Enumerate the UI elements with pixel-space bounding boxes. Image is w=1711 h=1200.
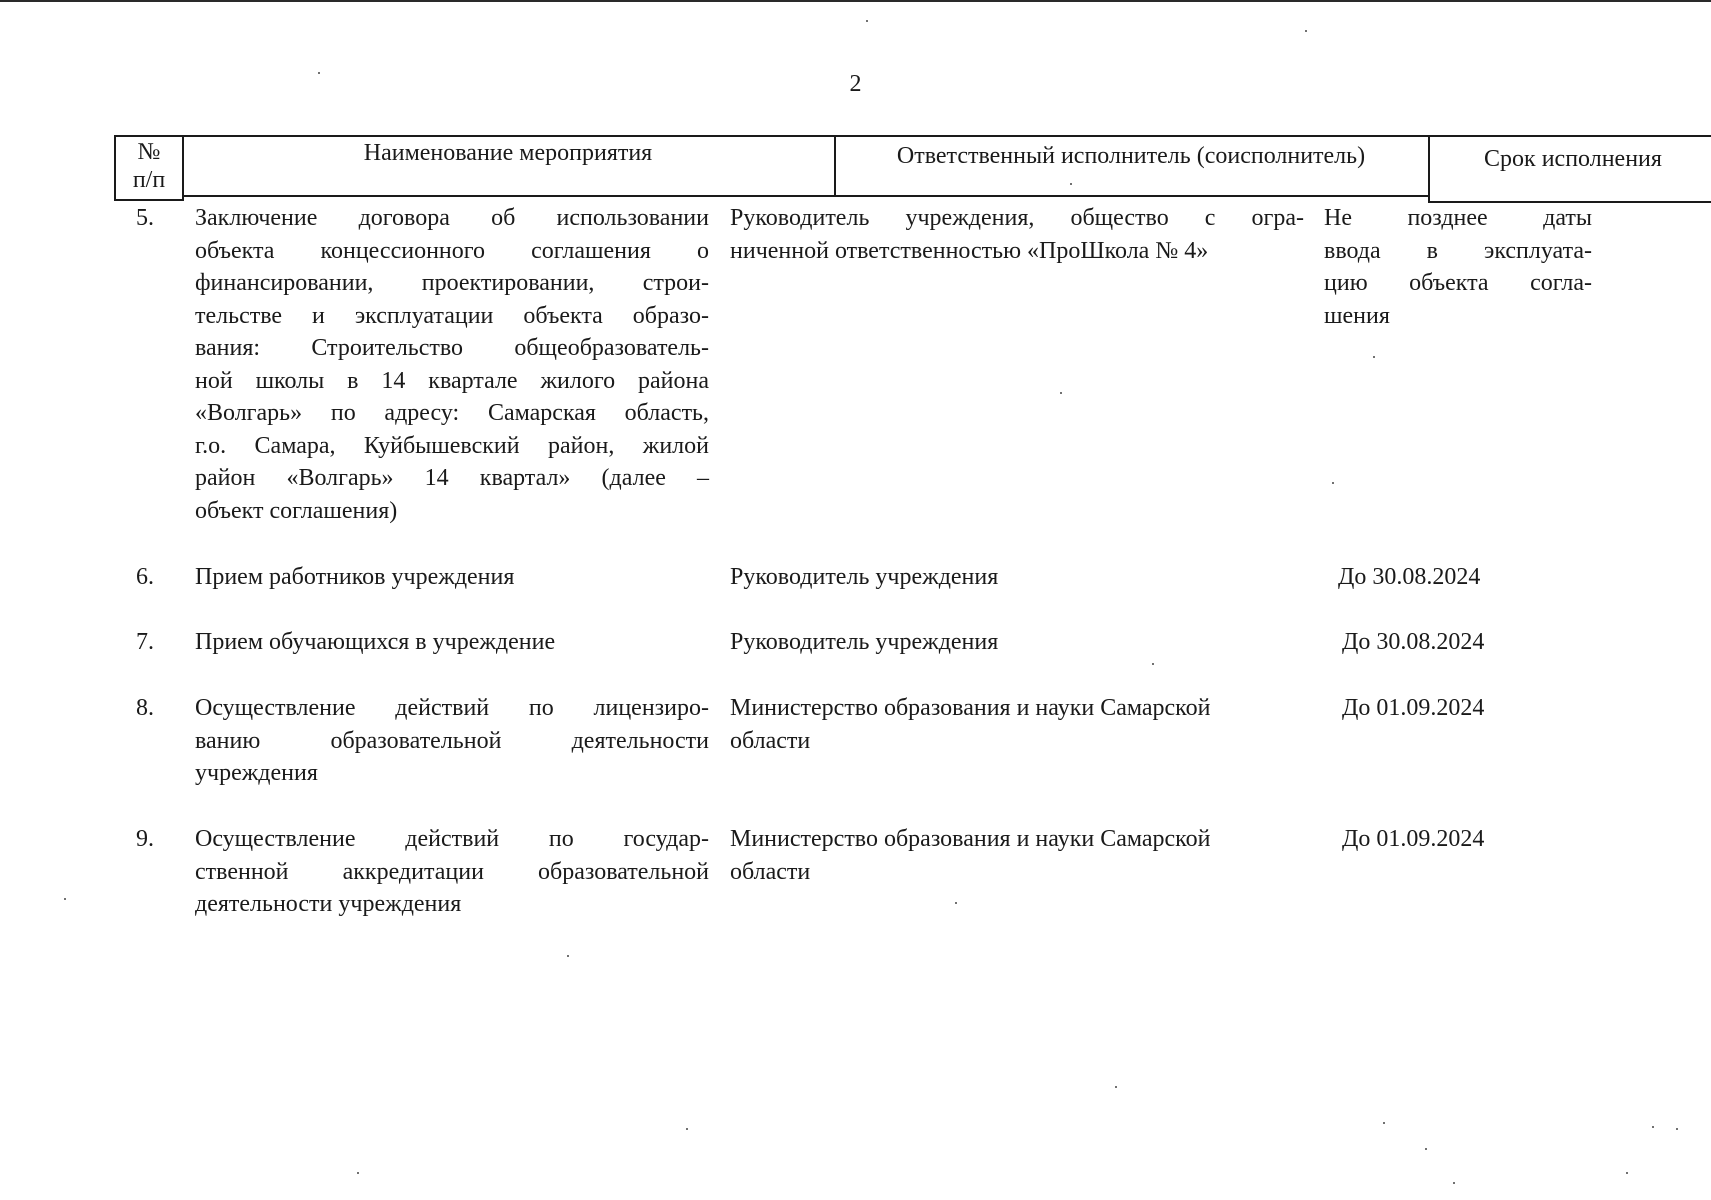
scan-speck: [1676, 1128, 1678, 1130]
scan-speck: [1332, 482, 1334, 484]
text-line: объект соглашения): [195, 497, 398, 524]
scan-speck: [1453, 1182, 1455, 1184]
text-line: Руководитель учреждения, общество с огра-: [730, 205, 1304, 231]
header-number-line: №: [137, 139, 161, 165]
term-cell: [1342, 626, 1610, 659]
text-line: области: [730, 727, 811, 754]
scan-speck: [1425, 1148, 1427, 1150]
scan-speck: [64, 898, 66, 900]
responsible-cell: [730, 561, 1304, 594]
text-line: Министерство образования и науки Самарской: [730, 695, 1211, 721]
text-line: деятельности учреждения: [195, 891, 462, 917]
table-header: [114, 135, 1662, 199]
responsible-cell: [730, 692, 1304, 757]
scan-speck: [1305, 30, 1307, 32]
scan-speck: [1626, 1172, 1628, 1174]
text-line: ственной аккредитации образовательной: [195, 858, 709, 885]
text-line: учреждения: [195, 760, 318, 786]
scan-speck: [1060, 392, 1062, 394]
event-name-cell: [195, 823, 709, 921]
text-line: ной школы в 14 квартале жилого района: [195, 367, 709, 394]
scan-speck: [1115, 1086, 1117, 1088]
scan-top-edge: [0, 0, 1711, 2]
responsible-cell: [730, 823, 1304, 888]
text-line: «Волгарь» по адресу: Самарская область,: [195, 400, 709, 426]
row-number: 8.: [136, 695, 154, 721]
row-number: 5.: [136, 205, 154, 231]
text-line: Осуществление действий по государ-: [195, 826, 709, 852]
event-name-cell: [195, 692, 709, 790]
scan-speck: [1383, 1122, 1385, 1124]
header-term: Срок исполнения: [1428, 135, 1711, 203]
row-number: 7.: [136, 629, 154, 655]
scan-speck: [1070, 183, 1072, 185]
header-responsible: Ответственный исполнитель (соисполнитель): [834, 135, 1430, 197]
text-line: ввода в эксплуата-: [1324, 237, 1592, 264]
term-cell: [1324, 202, 1592, 332]
text-line: финансировании, проектировании, строи-: [195, 270, 709, 296]
event-name-cell: [195, 202, 709, 527]
header-event-name: Наименование мероприятия: [182, 135, 836, 197]
text-line: район «Волгарь» 14 квартал» (далее –: [195, 465, 709, 491]
text-line: Не позднее даты: [1324, 205, 1592, 231]
text-line: вания: Строительство общеобразователь-: [195, 335, 709, 361]
text-line: тельстве и эксплуатации объекта образо-: [195, 302, 709, 329]
text-line: До 01.09.2024: [1342, 826, 1485, 852]
text-line: До 01.09.2024: [1342, 695, 1485, 721]
text-line: Руководитель учреждения: [730, 629, 999, 655]
text-line: объекта концессионного соглашения о: [195, 237, 709, 264]
scan-speck: [1152, 663, 1154, 665]
text-line: Прием работников учреждения: [195, 564, 515, 590]
text-line: До 30.08.2024: [1338, 564, 1481, 590]
text-line: области: [730, 858, 811, 885]
header-number: [114, 135, 184, 201]
responsible-cell: [730, 202, 1304, 267]
scan-speck: [1373, 356, 1375, 358]
text-line: цию объекта согла-: [1324, 270, 1592, 296]
text-line: ванию образовательной деятельности: [195, 727, 709, 754]
scan-speck: [357, 1172, 359, 1174]
text-line: Осуществление действий по лицензиро-: [195, 695, 709, 721]
term-cell: [1338, 561, 1606, 594]
text-line: Заключение договора об использовании: [195, 205, 709, 231]
scan-speck: [318, 72, 320, 74]
scan-speck: [686, 1128, 688, 1130]
page-number: 2: [849, 71, 862, 97]
term-cell: [1342, 692, 1610, 725]
responsible-cell: [730, 626, 1304, 659]
text-line: Руководитель учреждения: [730, 564, 999, 590]
text-line: Министерство образования и науки Самарской: [730, 826, 1211, 852]
scan-speck: [955, 902, 957, 904]
event-name-cell: [195, 626, 709, 659]
scan-speck: [866, 20, 868, 22]
text-line: До 30.08.2024: [1342, 629, 1485, 655]
row-number: 6.: [136, 564, 154, 590]
text-line: г.о. Самара, Куйбышевский район, жилой: [195, 432, 709, 459]
text-line: ниченной ответственностью «ПроШкола № 4»: [730, 237, 1209, 264]
text-line: Прием обучающихся в учреждение: [195, 629, 556, 655]
scan-speck: [1652, 1126, 1654, 1128]
term-cell: [1342, 823, 1610, 856]
row-number: 9.: [136, 826, 154, 852]
scan-speck: [567, 955, 569, 957]
header-number-line: п/п: [132, 167, 166, 193]
text-line: шения: [1324, 302, 1390, 329]
event-name-cell: [195, 561, 709, 594]
